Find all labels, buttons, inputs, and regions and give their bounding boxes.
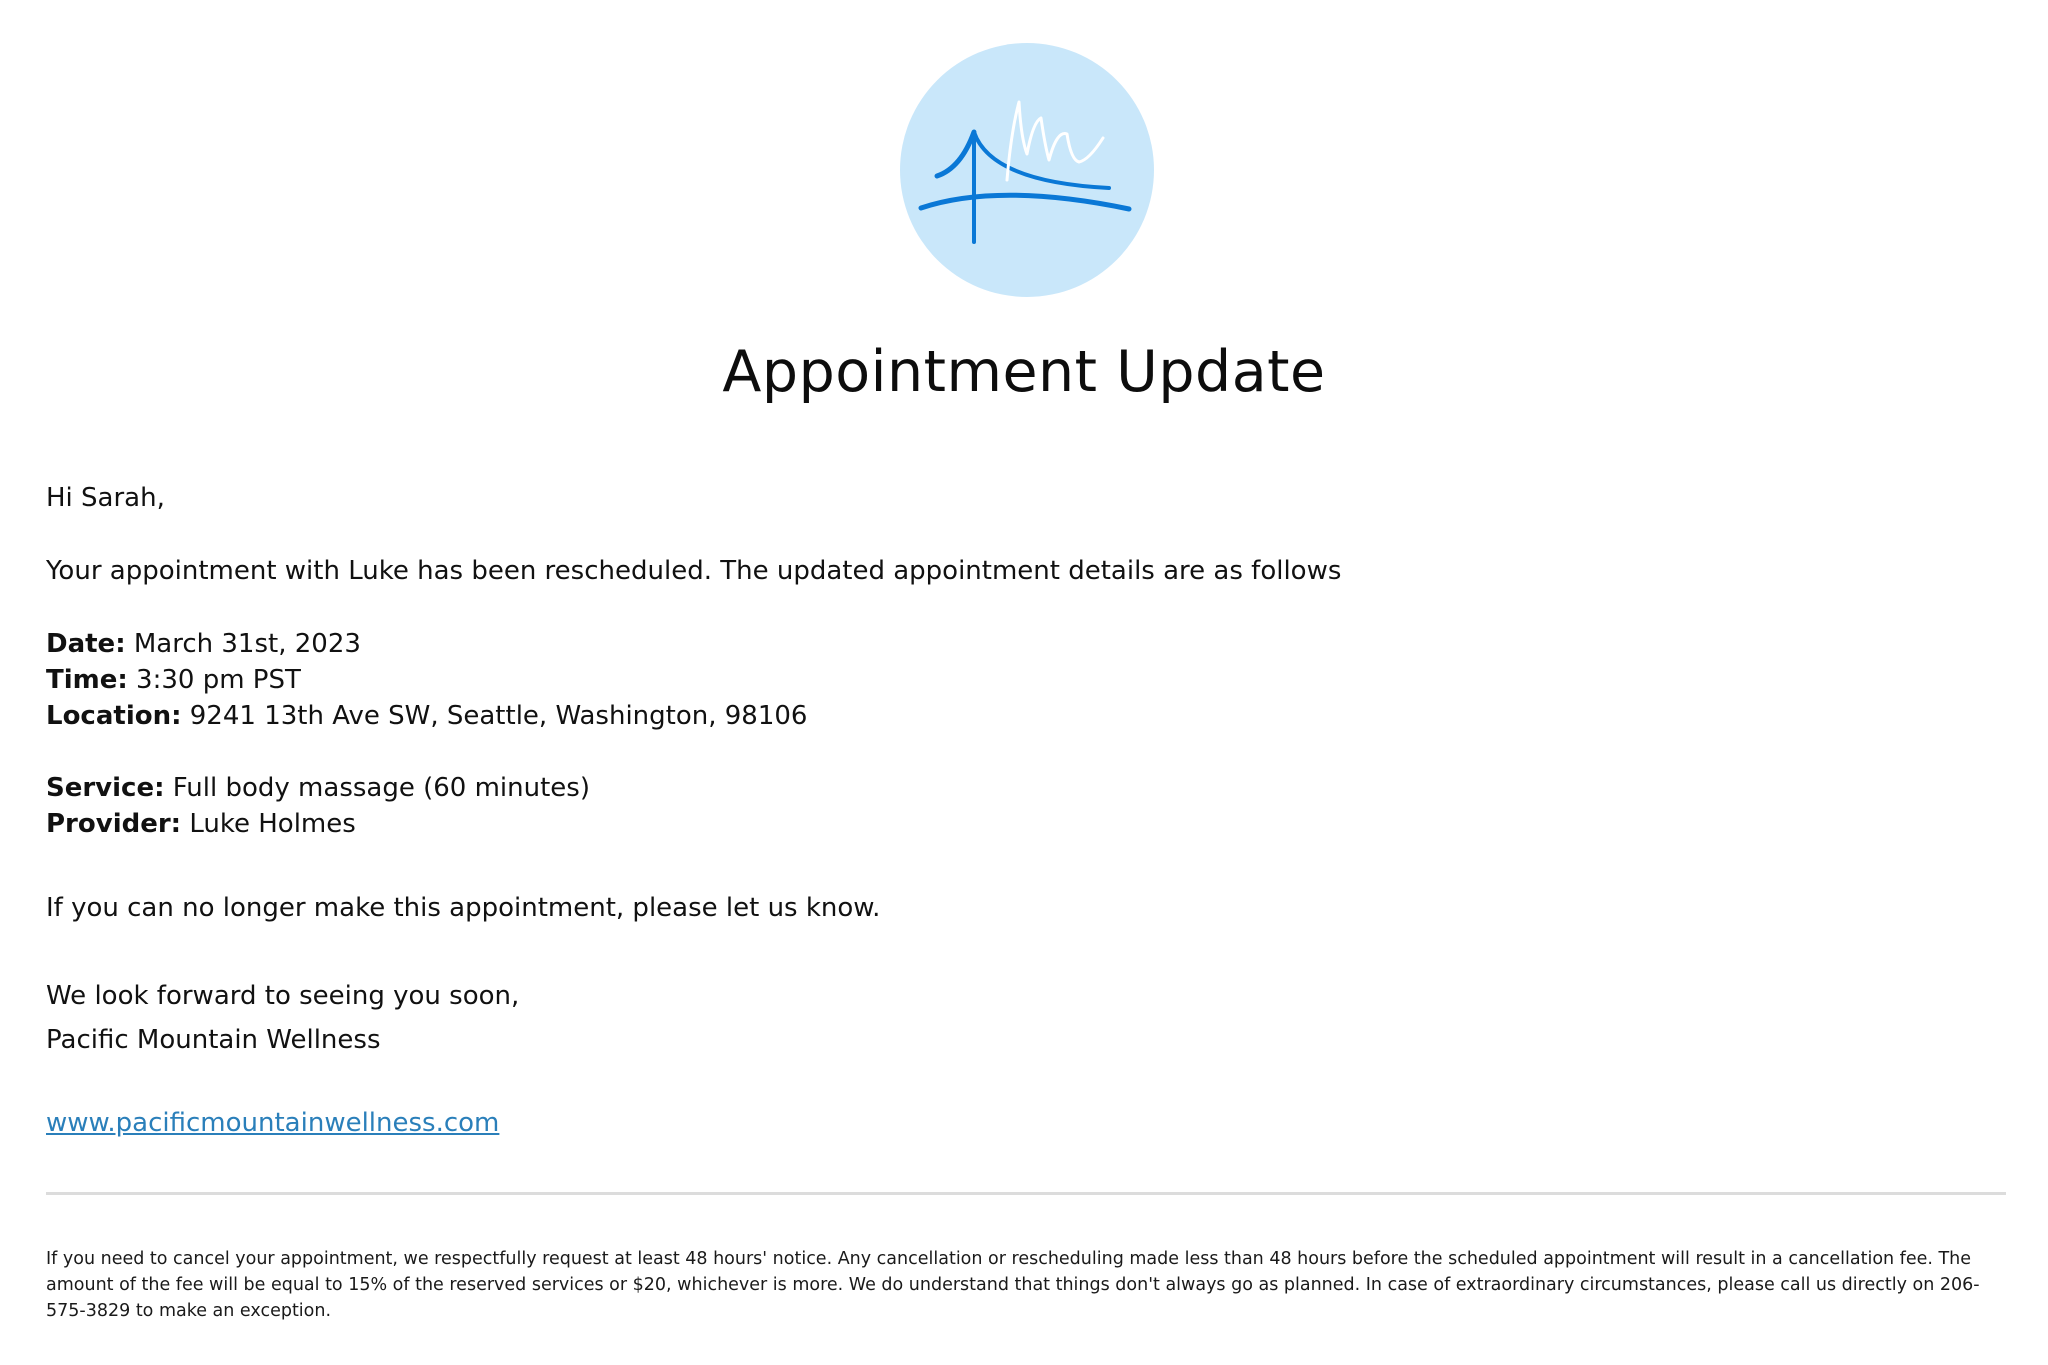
bridge-logo-icon	[899, 42, 1155, 298]
service-value: Full body massage (60 minutes)	[164, 773, 590, 803]
detail-service	[46, 770, 590, 806]
location-label: Location:	[46, 701, 182, 731]
page-title: Appointment Update	[722, 339, 1326, 405]
closing-text: We look forward to seeing you soon,	[46, 981, 520, 1011]
detail-provider	[46, 806, 356, 842]
notice-text: If you can no longer make this appointment, please let us know.	[46, 893, 881, 923]
provider-value: Luke Holmes	[181, 809, 356, 839]
website-link[interactable]: www.pacificmountainwellness.com	[46, 1108, 500, 1138]
signature-text: Pacific Mountain Wellness	[46, 1025, 381, 1055]
date-value: March 31st, 2023	[125, 629, 361, 659]
greeting-text: Hi Sarah,	[46, 483, 165, 513]
date-label: Date:	[46, 629, 126, 659]
detail-time	[46, 662, 301, 698]
time-value: 3:30 pm PST	[127, 665, 301, 695]
detail-location	[46, 698, 807, 734]
intro-text: Your appointment with Luke has been rescheduled. The updated appointment details are as follows	[46, 556, 1342, 586]
time-label: Time:	[46, 665, 128, 695]
company-logo	[899, 42, 1155, 298]
location-value: 9241 13th Ave SW, Seattle, Washington, 98106	[181, 701, 808, 731]
provider-label: Provider:	[46, 809, 182, 839]
footer-divider	[46, 1192, 2006, 1195]
cancellation-policy-text: If you need to cancel your appointment, we respectfully request at least 48 hours' notice. Any cancellation or rescheduling made less than 48 hours before the scheduled appointment will result in a cancellation fee. The amount of the fee will be equal to 15% of the reserved services or $20, whichever is more. We do understand that things don't always go as planned. In case of extraordinary circumstances, please call us directly on 206-575-3829 to make an exception.	[46, 1249, 1980, 1321]
service-label: Service:	[46, 773, 165, 803]
detail-date	[46, 626, 361, 662]
